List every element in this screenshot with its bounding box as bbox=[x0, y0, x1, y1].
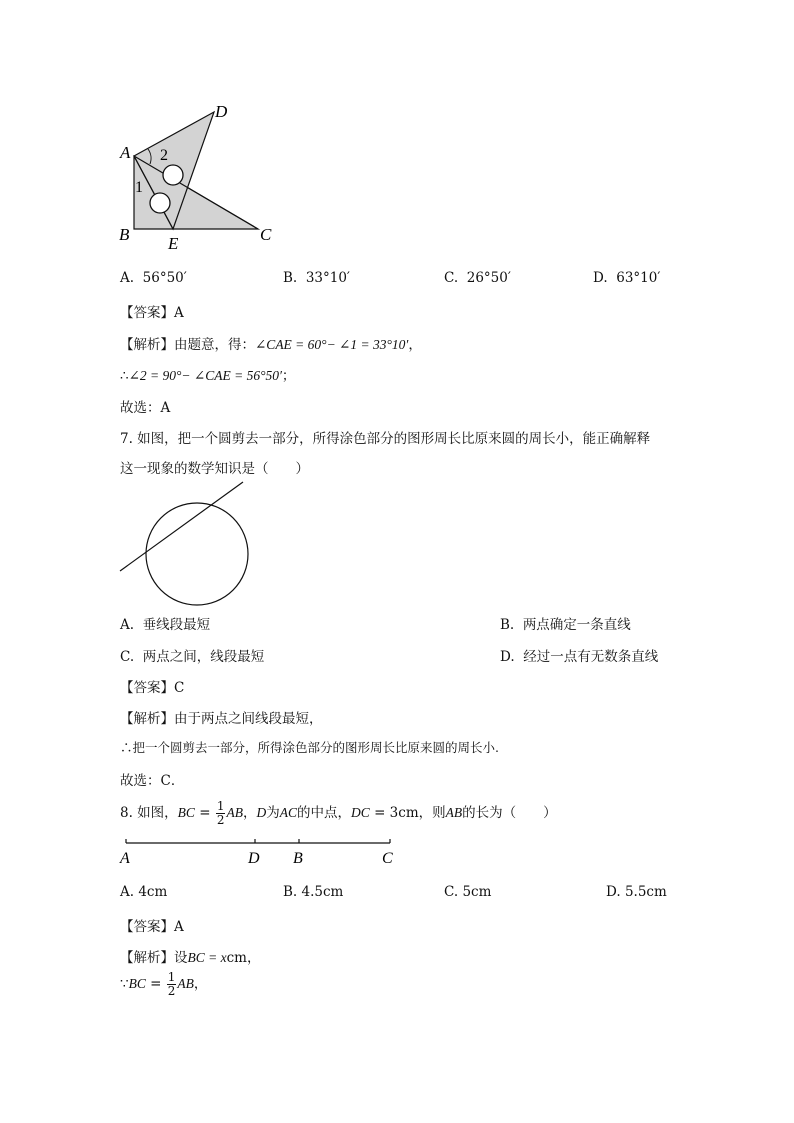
option-letter: D. bbox=[593, 270, 608, 286]
label-b: B bbox=[293, 850, 303, 867]
option-letter: B. bbox=[283, 884, 298, 900]
stem-math: = bbox=[199, 805, 211, 821]
q7-analysis-line1 bbox=[120, 707, 323, 727]
q8-option-d[interactable] bbox=[606, 884, 667, 900]
answer-value: A bbox=[174, 919, 184, 935]
q6-option-d[interactable] bbox=[593, 270, 660, 286]
q7-answer bbox=[120, 676, 184, 696]
analysis-suffix: ， bbox=[408, 337, 422, 353]
stem-math: AC bbox=[279, 805, 297, 820]
q8-option-a[interactable] bbox=[120, 884, 167, 900]
q7-option-b[interactable] bbox=[500, 613, 631, 633]
option-text: 56°50′ bbox=[142, 270, 187, 286]
stem-math: AB bbox=[226, 805, 243, 820]
analysis-tag: 【解析】 bbox=[120, 337, 174, 353]
q7-conclusion: 故选：C． bbox=[120, 773, 185, 789]
option-text: 经过一点有无数条直线 bbox=[523, 649, 659, 665]
stem-text: 的中点， bbox=[297, 805, 351, 821]
because-symbol: ∵ bbox=[120, 976, 129, 992]
analysis-unit: cm bbox=[226, 950, 247, 966]
stem-math: D bbox=[256, 805, 267, 820]
option-text: 4cm bbox=[138, 884, 168, 900]
q6-answer bbox=[120, 301, 184, 321]
option-text: 两点之间，线段最短 bbox=[142, 649, 265, 665]
q7-stem-line2: 这一现象的数学知识是（ ） bbox=[120, 461, 309, 477]
label-a: A bbox=[120, 850, 130, 867]
q8-number-line-figure bbox=[115, 836, 405, 872]
option-text: 63°10′ bbox=[616, 270, 661, 286]
option-letter: A. bbox=[120, 617, 135, 633]
q6-option-c[interactable] bbox=[444, 270, 511, 286]
stem-math: = 3cm bbox=[374, 805, 419, 821]
q6-option-a[interactable] bbox=[120, 270, 187, 286]
analysis-math: BC bbox=[128, 976, 146, 991]
option-letter: A. bbox=[120, 884, 135, 900]
analysis-tag: 【解析】 bbox=[120, 950, 174, 966]
stem-text: 的长为（ ） bbox=[462, 805, 557, 821]
q8-analysis-line1 bbox=[120, 946, 260, 966]
label-d: D bbox=[215, 102, 228, 121]
therefore-symbol: ∴ bbox=[120, 368, 129, 384]
q8-analysis-line2 bbox=[120, 970, 207, 998]
label-b: B bbox=[119, 225, 130, 244]
analysis-suffix: ； bbox=[281, 368, 296, 384]
stem-math: BC bbox=[177, 805, 195, 820]
option-letter: B. bbox=[283, 270, 298, 286]
q8-stem bbox=[120, 799, 557, 827]
q8-option-b[interactable] bbox=[283, 884, 343, 900]
answer-tag: 【答案】 bbox=[120, 305, 174, 321]
label-e: E bbox=[168, 234, 179, 253]
analysis-tag: 【解析】 bbox=[120, 711, 174, 727]
angle-1-label: 1 bbox=[135, 179, 143, 196]
analysis-text: 设 bbox=[174, 950, 188, 966]
q7-option-c[interactable] bbox=[120, 645, 264, 665]
stem-text: ，则 bbox=[418, 805, 446, 821]
q7-figure bbox=[115, 478, 255, 608]
circle-shape bbox=[146, 503, 248, 605]
hole-circle-1 bbox=[163, 165, 183, 185]
analysis-math: ∠CAE = 60°− ∠1 = 33°10′ bbox=[255, 337, 409, 352]
answer-tag: 【答案】 bbox=[120, 919, 174, 935]
stem-text: 为 bbox=[266, 805, 280, 821]
q6-analysis-line2 bbox=[120, 364, 295, 384]
fraction-numerator: 1 bbox=[216, 799, 225, 813]
q6-option-b[interactable] bbox=[283, 270, 350, 286]
q6-conclusion: 故选：A bbox=[120, 400, 171, 416]
fraction-one-half bbox=[216, 800, 226, 827]
option-letter: B. bbox=[500, 617, 515, 633]
q7-option-a[interactable] bbox=[120, 613, 210, 633]
option-text: 26°50′ bbox=[466, 270, 511, 286]
analysis-math: = bbox=[150, 976, 162, 992]
option-letter: C. bbox=[444, 270, 459, 286]
label-a: A bbox=[120, 143, 131, 162]
fraction-one-half bbox=[167, 971, 177, 998]
analysis-text: 由于两点之间线段最短， bbox=[174, 711, 323, 727]
label-d: D bbox=[248, 850, 260, 867]
hole-circle-2 bbox=[150, 193, 170, 213]
analysis-suffix: ， bbox=[246, 950, 261, 966]
q6-analysis-line1 bbox=[120, 333, 422, 353]
angle-2-label: 2 bbox=[160, 147, 168, 164]
stem-text: ， bbox=[242, 805, 257, 821]
option-text: 两点确定一条直线 bbox=[522, 617, 631, 633]
option-letter: C. bbox=[120, 649, 135, 665]
option-text: 33°10′ bbox=[305, 270, 350, 286]
label-c: C bbox=[260, 225, 272, 244]
cutting-line bbox=[120, 482, 243, 571]
fraction-denominator: 2 bbox=[167, 984, 176, 998]
stem-text: 8. 如图， bbox=[120, 805, 178, 821]
analysis-math: AB bbox=[177, 976, 194, 991]
option-text: 垂线段最短 bbox=[142, 617, 211, 633]
analysis-text: 由题意，得： bbox=[174, 337, 255, 353]
q6-figure bbox=[112, 98, 282, 256]
label-c: C bbox=[382, 850, 393, 867]
option-text: 5.5cm bbox=[624, 884, 667, 900]
option-text: 5cm bbox=[462, 884, 492, 900]
option-letter: D. bbox=[500, 649, 515, 665]
answer-value: C bbox=[174, 680, 185, 696]
q8-option-c[interactable] bbox=[444, 884, 491, 900]
analysis-suffix: ， bbox=[193, 976, 208, 992]
q7-analysis-line2: ∴把一个圆剪去一部分，所得涂色部分的图形周长比原来圆的周长小. bbox=[120, 740, 499, 755]
analysis-math: ∠2 = 90°− ∠CAE = 56°50′ bbox=[128, 368, 282, 383]
fraction-numerator: 1 bbox=[167, 970, 176, 984]
q7-stem-line1: 7. 如图，把一个圆剪去一部分，所得涂色部分的图形周长比原来圆的周长小，能正确解释 bbox=[120, 431, 651, 447]
fraction-denominator: 2 bbox=[216, 813, 225, 827]
analysis-math: BC = x bbox=[187, 950, 227, 965]
q8-answer bbox=[120, 915, 184, 935]
stem-math: DC bbox=[351, 805, 370, 820]
option-letter: A. bbox=[120, 270, 135, 286]
option-letter: C. bbox=[444, 884, 459, 900]
stem-math: AB bbox=[445, 805, 463, 820]
answer-tag: 【答案】 bbox=[120, 680, 174, 696]
option-text: 4.5cm bbox=[301, 884, 344, 900]
q7-option-d[interactable] bbox=[500, 645, 658, 665]
answer-value: A bbox=[174, 305, 184, 321]
option-letter: D. bbox=[606, 884, 621, 900]
